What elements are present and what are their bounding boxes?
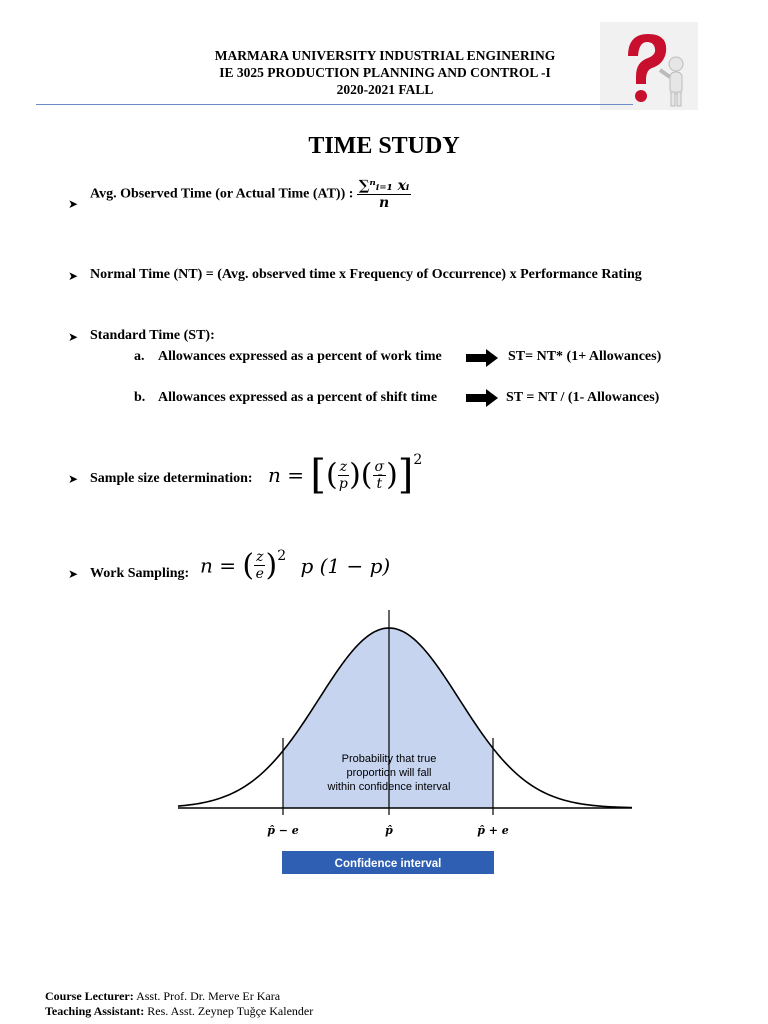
tick-right-label: p̂ + e: [477, 824, 509, 837]
header-term: 2020-2021 FALL: [336, 82, 434, 97]
avg-formula-numerator: ∑ⁿᵢ₌₁ xᵢ: [358, 178, 410, 194]
formula-p: p: [338, 475, 348, 492]
standard-a-result: ST= NT* (1+ Allowances): [508, 349, 662, 364]
header-university: MARMARA UNIVERSITY INDUSTRIAL ENGINERING: [214, 48, 556, 63]
formula-tbar: t̄: [376, 475, 383, 492]
formula-square: 2: [277, 548, 287, 564]
bullet-arrow-icon: ➤: [68, 269, 79, 283]
annotation-line1: Probability that true: [341, 753, 437, 765]
lecturer-label: Course Lecturer:: [45, 989, 134, 1003]
sample-size-formula: n = [( $\frac{z}{p}$ )( $\frac{\sigma}{t̄}$ )]$^2$: [268, 452, 423, 498]
bullet-arrow-icon: ➤: [68, 197, 79, 211]
annotation-line2: proportion will fall: [346, 767, 432, 779]
avg-observed-time: [90, 178, 411, 211]
standard-b-text: Allowances expressed as a percent of shift time: [158, 390, 438, 405]
course-header: [150, 47, 620, 98]
avg-formula-denominator: n: [379, 195, 390, 211]
bullet-arrow-icon: ➤: [68, 330, 79, 344]
formula-p-term: p (1 − p): [300, 553, 391, 578]
right-arrow-icon: [466, 389, 498, 407]
bullet-arrow-icon: ➤: [68, 472, 79, 486]
confidence-interval-label: Confidence interval: [334, 858, 442, 870]
standard-a-letter: a.: [134, 349, 145, 364]
header-divider: [36, 104, 633, 105]
lecturer-line: [45, 989, 313, 1004]
work-sampling-formula: n = ( $\frac{z}{e}$ )$^2$ p (1 − p): [200, 548, 391, 583]
normal-time: Normal Time (NT) = (Avg. observed time x Frequency of Occurrence) x Performance Rating: [90, 267, 642, 282]
standard-b-letter: b.: [134, 390, 146, 405]
work-sampling-label: Work Sampling:: [90, 566, 190, 581]
formula-sigma: σ: [374, 458, 385, 475]
formula-z: z: [256, 549, 264, 565]
lecturer-name: Asst. Prof. Dr. Merve Er Kara: [136, 989, 281, 1003]
footer: [45, 989, 313, 1019]
right-arrow-icon: [466, 349, 498, 367]
annotation-line3: within confidence interval: [327, 781, 451, 793]
formula-z: z: [339, 458, 348, 475]
tick-center-label: p̂: [385, 824, 393, 837]
assistant-label: Teaching Assistant:: [45, 1004, 145, 1018]
standard-b-result: ST = NT / (1- Allowances): [506, 390, 660, 405]
page-title: TIME STUDY: [308, 133, 460, 159]
avg-label: Avg. Observed Time (or Actual Time (AT)) :: [90, 186, 354, 202]
confidence-interval-figure: [170, 605, 640, 880]
assistant-name: Res. Asst. Zeynep Tuğçe Kalender: [147, 1004, 314, 1018]
tick-left-label: p̂ − e: [267, 824, 299, 837]
formula-n-eq: n =: [200, 553, 236, 578]
standard-time-label: Standard Time (ST):: [90, 328, 215, 343]
formula-square: 2: [413, 452, 423, 468]
avg-formula: [357, 178, 411, 211]
formula-n-eq: n =: [268, 463, 304, 487]
question-mark-figure-icon: [600, 22, 698, 110]
bullet-arrow-icon: ➤: [68, 567, 79, 581]
formula-e: e: [255, 566, 264, 582]
header-course: IE 3025 PRODUCTION PLANNING AND CONTROL -I: [219, 65, 551, 80]
assistant-line: [45, 1004, 313, 1019]
standard-a-text: Allowances expressed as a percent of work time: [158, 349, 442, 364]
sample-size-label: Sample size determination:: [90, 471, 253, 486]
